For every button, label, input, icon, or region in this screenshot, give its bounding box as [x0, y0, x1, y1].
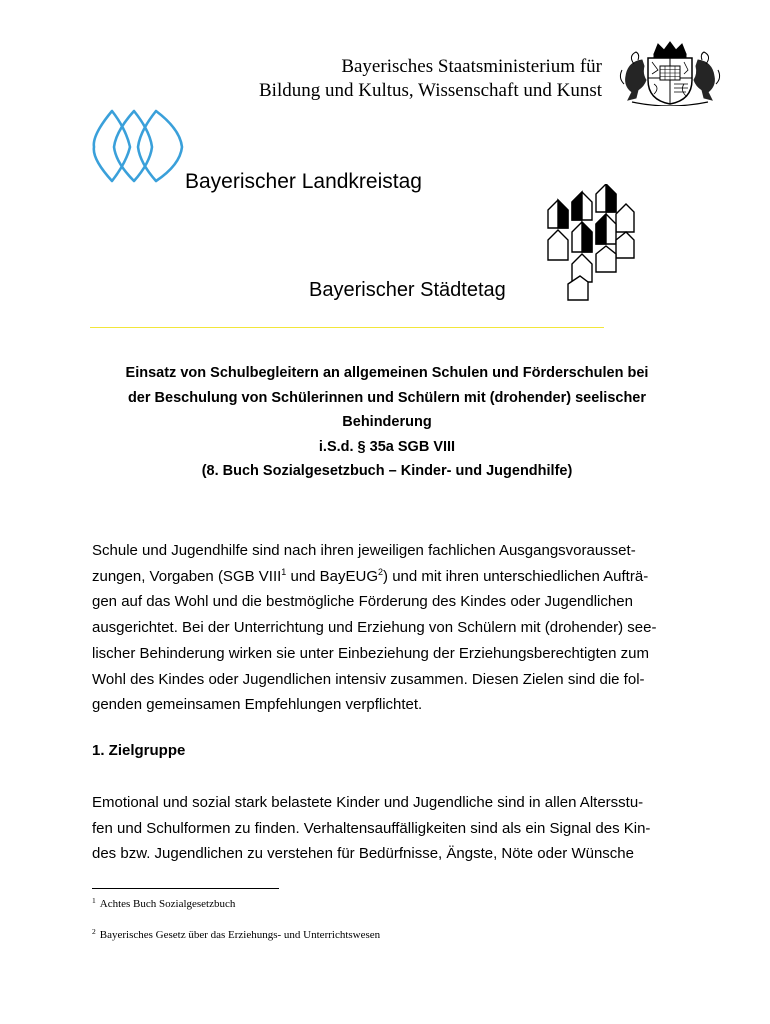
ministry-name [190, 55, 602, 103]
staedtetag-logo-icon [538, 184, 636, 302]
ministry-name-line2: Bildung und Kultus, Wissenschaft und Kunst [259, 80, 602, 101]
title-line: (8. Buch Sozialgesetzbuch – Kinder- und Jugendhilfe) [201, 463, 573, 479]
staedtetag-label: Bayerischer Städtetag [309, 279, 506, 301]
paragraph-line: genden gemeinsamen Empfehlungen verpflichtet. [92, 696, 423, 714]
paragraph-line: Wohl des Kindes oder Jugendlichen intensiv zusammen. Diesen Zielen sind die fol- [92, 670, 645, 688]
paragraph-text: und BayEUG [286, 567, 379, 585]
paragraph-line: Schule und Jugendhilfe sind nach ihren jeweiligen fachlichen Ausgangsvorausset- [92, 542, 636, 559]
footnote-marker: 2 [92, 927, 96, 936]
landkreistag-logo-icon [90, 107, 186, 185]
footnote-text: Bayerisches Gesetz über das Erziehungs- und Unterrichtswesen [99, 929, 381, 941]
section-paragraph [92, 790, 682, 867]
title-line: Behinderung [342, 414, 432, 430]
paragraph-line: des bzw. Jugendlichen zu verstehen für Bedürfnisse, Ängste, Nöte oder Wünsche [92, 845, 634, 863]
section-heading: 1. Zielgruppe [92, 742, 186, 759]
footnote-text: Achtes Buch Sozialgesetzbuch [99, 898, 236, 910]
document-title [92, 361, 682, 484]
title-line: i.S.d. § 35a SGB VIII [318, 438, 456, 455]
paragraph-line: lischer Behinderung wirken sie unter Einbeziehung der Erziehungsberechtigten zum [92, 644, 649, 662]
footnote-divider [92, 888, 279, 889]
footnote-ref[interactable]: 2 [378, 566, 384, 577]
title-line: der Beschulung von Schülerinnen und Schülern mit (drohender) seelischer [127, 389, 647, 406]
footnote [92, 929, 380, 941]
bavarian-state-crest-icon [614, 40, 726, 106]
footnote-ref[interactable]: 1 [281, 566, 287, 577]
paragraph-line [92, 564, 682, 590]
header-divider [90, 327, 604, 328]
intro-paragraph [92, 538, 682, 718]
ministry-name-line1: Bayerisches Staatsministerium für [341, 56, 602, 77]
paragraph-text: zungen, Vorgaben (SGB VIII [92, 567, 282, 585]
paragraph-line: ausgerichtet. Bei der Unterrichtung und Erziehung von Schülern mit (drohender) see- [92, 619, 657, 637]
paragraph-text: ) und mit ihren unterschiedlichen Aufträ- [383, 567, 649, 585]
footnote-marker: 1 [92, 896, 96, 905]
paragraph-line: fen und Schulformen zu finden. Verhaltensauffälligkeiten sind als ein Signal des Kin- [92, 819, 651, 837]
footnote [92, 898, 235, 910]
paragraph-line: Emotional und sozial stark belastete Kinder und Jugendliche sind in allen Altersstu- [92, 794, 644, 811]
paragraph-line: gen auf das Wohl und die bestmögliche Förderung des Kindes oder Jugendlichen [92, 593, 633, 611]
landkreistag-label: Bayerischer Landkreistag [185, 170, 422, 193]
title-line: Einsatz von Schulbegleitern an allgemeinen Schulen und Förderschulen bei [125, 365, 649, 381]
